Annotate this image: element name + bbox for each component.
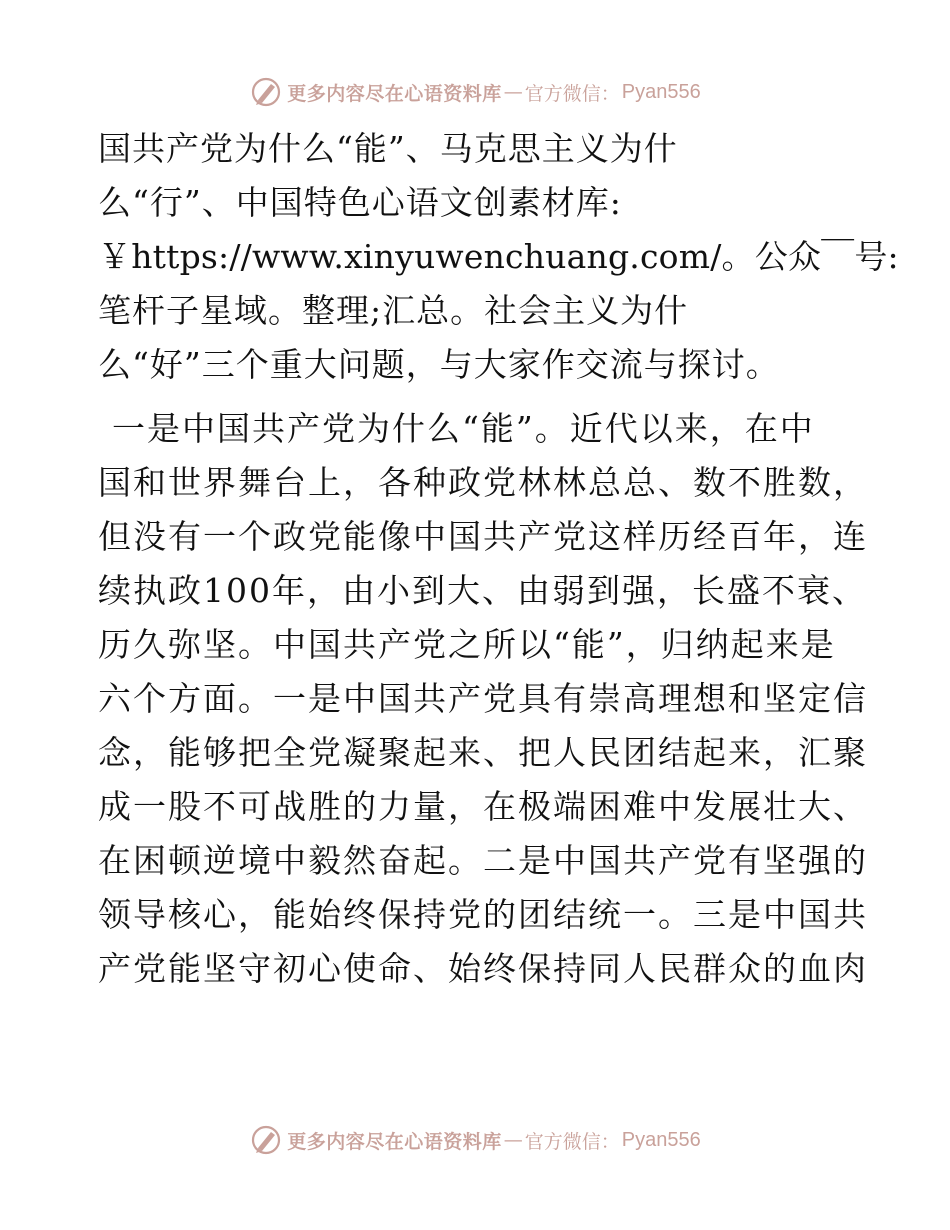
body-line-11: 六个方面。一是中国共产党具有崇高理想和坚定信 [98, 679, 868, 718]
header-banner [0, 72, 950, 112]
pen-logo-icon [249, 75, 283, 109]
body-line-5: 么“好”三个重大问题，与大家作交流与探讨。 [98, 345, 780, 384]
document-body [98, 122, 899, 996]
pen-logo-icon [249, 1123, 283, 1157]
body-line-16: 产党能坚守初心使命、始终保持同人民群众的血肉 [98, 949, 868, 988]
body-line-3: ￥https://www.xinyuwenchuang.com/。公众￣号: [98, 237, 899, 276]
banner-wechat-id: Pyan556 [621, 80, 701, 103]
body-line-2: 么“行”、中国特色心语文创素材库: [98, 183, 622, 222]
body-line-6: 一是中国共产党为什么“能”。近代以来，在中 [112, 409, 815, 448]
banner-dash: — [503, 1129, 523, 1151]
body-line-1: 国共产党为什么“能”、马克思主义为什 [98, 129, 678, 168]
body-line-9: 续执政100年，由小到大、由弱到强，长盛不衰、 [98, 571, 867, 610]
banner-wechat-id: Pyan556 [621, 1128, 701, 1151]
banner-title: 更多内容尽在心语资料库 [287, 82, 502, 105]
body-line-8: 但没有一个政党能像中国共产党这样历经百年，连 [98, 517, 868, 556]
banner-wechat-label: 官方微信： [524, 1130, 620, 1153]
body-line-15: 领导核心，能始终保持党的团结统一。三是中国共 [98, 895, 868, 934]
body-line-10: 历久弥坚。中国共产党之所以“能”，归纳起来是 [98, 625, 836, 664]
banner-title: 更多内容尽在心语资料库 [287, 1130, 502, 1153]
banner-wechat-label: 官方微信： [524, 82, 620, 105]
body-line-14: 在困顿逆境中毅然奋起。二是中国共产党有坚强的 [98, 841, 868, 880]
footer-banner [0, 1120, 950, 1160]
body-line-12: 念，能够把全党凝聚起来、把人民团结起来，汇聚 [98, 733, 868, 772]
body-line-7: 国和世界舞台上，各种政党林林总总、数不胜数， [98, 463, 868, 502]
body-line-13: 成一股不可战胜的力量，在极端困难中发展壮大、 [98, 787, 868, 826]
banner-dash: — [503, 81, 523, 103]
body-line-4: 笔杆子星域。整理;汇总。社会主义为什 [98, 291, 689, 330]
